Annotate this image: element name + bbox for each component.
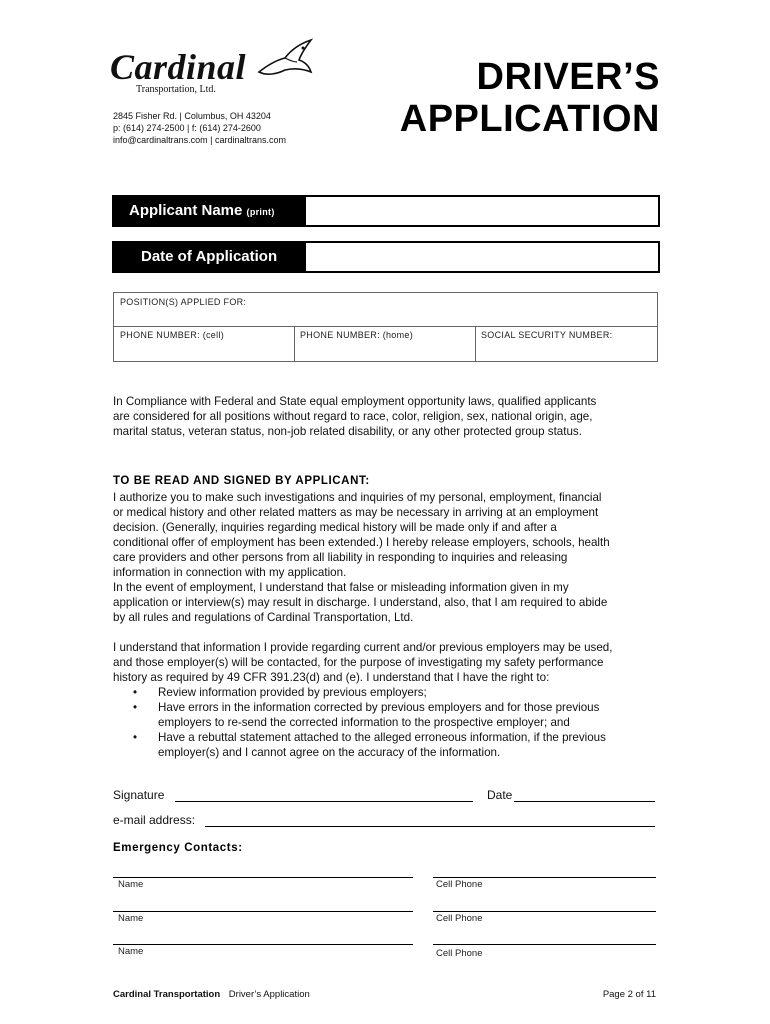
signature-date-label: Date [487,788,513,802]
rights-list [113,685,661,760]
emergency-cell-label-2: Cell Phone [436,913,483,924]
authorization-line: I authorize you to make such investigations and inquiries of my personal, employment, financial [113,491,602,504]
rights-line: and those employer(s) will be contacted, for the purpose of investigating my safety performance [113,656,604,669]
authorization-line: In the event of employment, I understand that false or misleading information given in my [113,581,569,594]
compliance-line: In Compliance with Federal and State equal employment opportunity laws, qualified applicants [113,395,597,408]
compliance-line: marital status, veteran status, non-job related disability, or any other protected group status. [113,425,582,438]
phone-home-field[interactable] [294,326,476,361]
emergency-cell-label-1: Cell Phone [436,879,483,890]
authorization-line: conditional offer of employment has been extended.) I hereby release employers, schools, health [113,536,610,549]
rights-list-item [158,730,661,760]
company-logo [110,40,310,100]
phone-home-label: PHONE NUMBER: (home) [300,330,414,340]
rights-item-line: • Review information provided by previous employers; [158,686,427,699]
emergency-cell-input-3[interactable] [433,944,656,945]
emergency-name-label-1: Name [118,879,144,890]
applicant-name-label [114,197,306,225]
phone-cell-field[interactable] [114,326,295,361]
rights-text [113,640,661,760]
emergency-cell-input-1[interactable] [433,877,656,878]
authorization-heading: TO BE READ AND SIGNED BY APPLICANT: [113,475,370,487]
title-line-1: DRIVER’S [476,56,660,98]
rights-list-item [158,685,661,700]
positions-field[interactable] [114,293,657,327]
rights-line: history as required by 49 CFR 391.23(d) and (e). I understand that I have the right to: [113,671,550,684]
authorization-line: information in connection with my application. [113,566,347,579]
date-of-application-field[interactable] [112,241,660,273]
emergency-name-label-2: Name [118,913,144,924]
applicant-info-table [113,292,658,362]
positions-label: POSITION(S) APPLIED FOR: [120,297,247,307]
applicant-name-text: Applicant Name [129,202,243,219]
email-input[interactable] [205,826,655,827]
authorization-line: by all rules and regulations of Cardinal Transportation, Ltd. [113,611,414,624]
footer-document: Driver’s Application [228,989,310,1000]
applicant-name-field[interactable] [112,195,660,227]
authorization-line: or medical history and other related matters as may be necessary in arriving at an employment [113,506,599,519]
authorization-line: care providers and other persons from all liability in responding to inquiries and releasing [113,551,568,564]
compliance-statement [113,394,661,439]
logo-subtitle: Transportation, Ltd. [136,84,216,95]
emergency-name-input-1[interactable] [113,877,413,878]
signature-label: Signature [113,788,165,802]
page-title [330,56,660,140]
title-line-2: APPLICATION [399,98,660,140]
rights-item-line: employers to re-send the corrected information to the prospective employer; and [158,716,570,729]
ssn-label: SOCIAL SECURITY NUMBER: [481,330,613,340]
signature-input[interactable] [175,801,473,802]
signature-date-input[interactable] [514,801,655,802]
compliance-line: are considered for all positions without regard to race, color, religion, sex, national origin, age, [113,410,593,423]
rights-line: I understand that information I provide regarding current and/or previous employers may be used, [113,641,613,654]
emergency-cell-label-3: Cell Phone [436,948,483,959]
contact-line: p: (614) 274-2500 | f: (614) 274-2600 [113,123,261,133]
footer-company: Cardinal Transportation [113,989,221,1000]
emergency-name-input-3[interactable] [113,944,413,945]
web-line: info@cardinaltrans.com | cardinaltrans.com [113,135,287,145]
authorization-line: decision. (Generally, inquiries regarding medical history will be made only if and after a [113,521,557,534]
emergency-name-label-3: Name [118,946,144,957]
company-address [113,110,286,146]
ssn-field[interactable] [475,326,657,361]
email-label: e-mail address: [113,813,196,827]
rights-list-item [158,700,661,730]
page-footer [113,989,310,1000]
rights-item-line: • Have errors in the information corrected by previous employers and for those previous [158,701,600,714]
authorization-line: application or interview(s) may result in discharge. I understand, also, that I am required to abide [113,596,608,609]
applicant-name-hint: (print) [246,207,275,217]
page-number: Page 2 of 11 [602,989,656,1000]
address-line: 2845 Fisher Rd. | Columbus, OH 43204 [113,111,271,121]
phone-cell-label: PHONE NUMBER: (cell) [120,330,225,340]
authorization-text [113,490,661,625]
cardinal-bird-icon [255,38,315,82]
emergency-cell-input-2[interactable] [433,911,656,912]
date-of-application-label: Date of Application [114,243,306,271]
emergency-contacts-heading: Emergency Contacts: [113,842,243,854]
rights-item-line: • Have a rebuttal statement attached to the alleged erroneous information, if the previous [158,731,606,744]
logo-wordmark: Cardinal [110,47,247,87]
rights-item-line: employer(s) and I cannot agree on the accuracy of the information. [158,746,501,759]
emergency-name-input-2[interactable] [113,911,413,912]
